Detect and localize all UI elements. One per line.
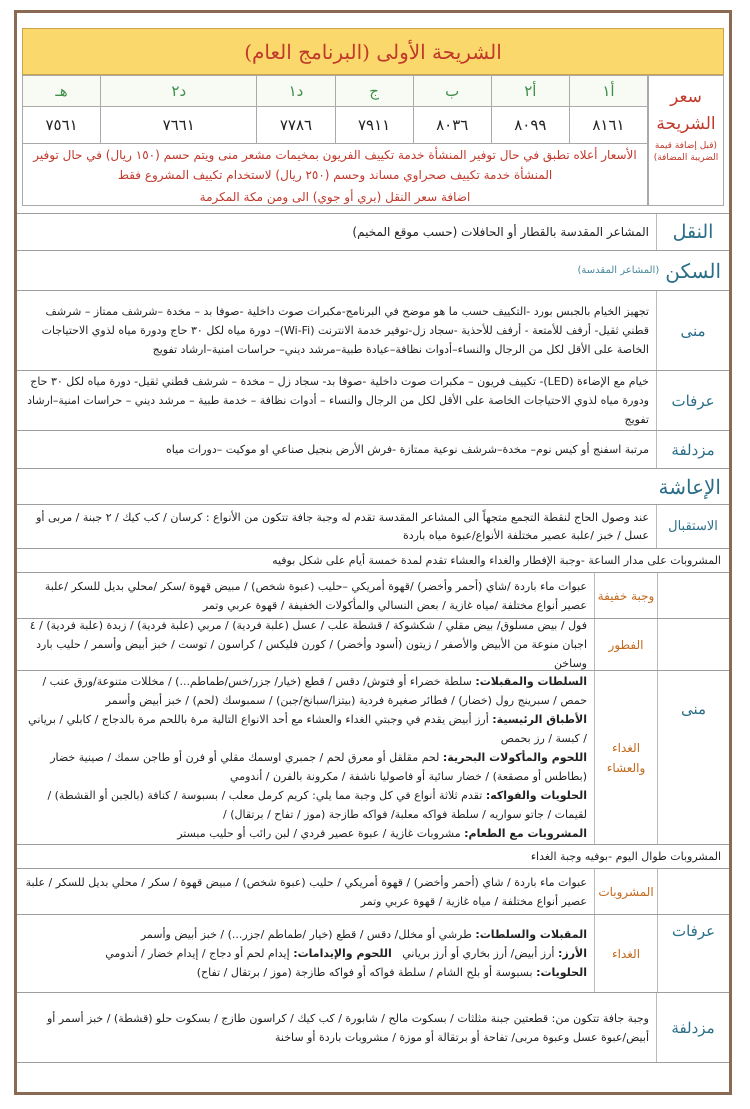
- tier-name: د٢: [101, 76, 257, 107]
- snack-label: وجبة خفيفة: [594, 573, 657, 618]
- page-title: الشريحة الأولى (البرنامج العام): [22, 28, 724, 75]
- lunch-dinner-label: الغداء والعشاء: [594, 671, 657, 844]
- housing-mina-text: تجهيز الخيام بالجبس بورد -التكييف حسب ما هو موضح في البرنامج-مكبرات صوت داخلية -صوفا بد – مخدة –شرشف ممتاز – شرشف قطني ثقيل- أرفف للأمتعة - أرفف للأحذية -سجاد زل-توفير خدمة الانترنت (Wi-Fi)– دورة مياه لكل ٣٠ حاج ودورة مياه لذوي الاحتياجات الخاصة على الأقل لكل من الرجال والنساء–أدوات نظافة–عيادة طبية–مرشد ديني– حراسات امنية–ارشاد تفويج: [41, 305, 649, 356]
- catering-arafat-intro-row: [17, 845, 729, 869]
- tier-price: ٨٠٩٩: [492, 107, 570, 144]
- catering-heading: الإعاشة: [17, 469, 729, 505]
- arafat-drinks-label: المشروبات: [594, 869, 657, 914]
- catering-mina-intro-row: [17, 549, 729, 573]
- housing-heading: السكن (المشاعر المقدسة): [17, 251, 729, 291]
- document-page: [14, 10, 732, 1095]
- arafat-lunch-label: الغداء: [594, 915, 657, 992]
- catering-muzdalifah-label: مزدلفة: [656, 993, 729, 1062]
- tier-price: ٧٥٦١: [23, 107, 101, 144]
- tier-name: هـ: [23, 76, 101, 107]
- catering-muzdalifah-row: [17, 993, 729, 1063]
- breakfast-label: الفطور: [594, 619, 657, 670]
- reception-row: [17, 505, 729, 549]
- reception-text: عند وصول الحاج لنقطة التجمع متجهاً الى المشاعر المقدسة تقدم له وجبة جافة تتكون من الأنواع : كرسان / كب كيك / ٢ جبنة / مربى أو عسل / خبز /علبة عصير مختلفة الأنواع/عبوة مياه باردة: [36, 510, 649, 542]
- transport-row: [17, 213, 729, 251]
- catering-arafat-intro: المشروبات طوال اليوم -بوفيه وجبة الغداء: [530, 850, 721, 863]
- arafat-lunch-text: المقبلات والسلطات: طرشي أو مخلل/ دقس / قطع (خيار /طماطم /جزر...) / خبز أبيض وأسمر الأرز: أرز أبيض/ أرز بخاري أو أرز برياني اللحوم والإيدامات: إيدام لحم أو دجاج / إيدام خضار / أندومي الحلويات: بسبوسة أو بلح الشام / سلطة فواكه أو فواكه طازجة (موز / برتقال / تفاح): [105, 928, 587, 979]
- housing-mina-label: منى: [656, 291, 729, 370]
- housing-muzdalifah-label: مزدلفة: [656, 431, 729, 468]
- transport-text: المشاعر المقدسة بالقطار أو الحافلات (حسب موقع المخيم): [352, 224, 649, 239]
- breakfast-text: فول / بيض مسلوق/ بيض مقلي / شكشوكة / قشطة علب / عسل (علبة فردية) / مربي (علبة فردية) / زبدة (علبة فردية) / ٤ اجبان منوعة من الأبيض والأصفر / زيتون (أسود وأخضر) / كورن فليكس / كراسون / توست / خبز أبيض وأسمر / حليب بارد وساخن: [29, 619, 587, 670]
- arafat-drinks-row: [17, 869, 729, 915]
- lunch-dinner-row: [17, 671, 729, 845]
- housing-arafat-label: عرفات: [656, 371, 729, 430]
- transport-label: النقل: [656, 214, 729, 250]
- tier-name: ج: [336, 76, 414, 107]
- tier-price: ٧٩١١: [336, 107, 414, 144]
- reception-label: الاستقبال: [656, 505, 729, 548]
- catering-mina-intro: المشروبات على مدار الساعة -وجبة الإفطار والغداء والعشاء تقدم لمدة خمسة أيام على شكل بوفيه: [272, 554, 721, 567]
- catering-arafat-label: عرفات: [657, 869, 729, 993]
- catering-muzdalifah-text: وجبة جافة تتكون من: قطعتين جبنة مثلثات / بسكوت مالح / شابورة / كب كيك / كراسون طازج / بسكوت حلو (قشطة) / خبز أسمر أو أبيض/عبوة عسل وعبوة مربى/ تفاحة أو برتقالة أو موزة / مشروبات باردة أو ساخنة: [46, 1011, 649, 1044]
- price-label-cell: سعر الشريحة (قبل إضافة قيمة الضريبة المضافة): [648, 75, 724, 206]
- housing-muzdalifah-row: [17, 431, 729, 469]
- price-notes: الأسعار أعلاه تطبق في حال توفير المنشأة خدمة تكييف الفريون بمخيمات مشعر منى ويتم حسم (١٥٠ ريال) في حال توفير المنشأة خدمة تكييف صحراوي مساند وحسم (٢٥٠ ريال) لاستخدام تكييف المشروع فقط اضافة سعر النقل (بري أو جوي) الى ومن مكة المكرمة: [22, 143, 648, 206]
- arafat-drinks-text: عبوات ماء باردة / شاي (أحمر وأخضر) / قهوة أمريكي / حليب (عبوة شخص) / مبيض قهوة / سكر / محلي بديل للسكر / علبة عصير أنواع مختلفة / مياه غازية / قهوة عربي وتمر: [25, 875, 587, 908]
- tier-price: ٨٠٣٦: [414, 107, 492, 144]
- tier-price: ٧٧٨٦: [257, 107, 335, 144]
- housing-arafat-text: خيام مع الإضاءة (LED)- تكييف فريون – مكبرات صوت داخلية -صوفا بد- سجاد زل – مخدة – شرشف قطني ثقيل- دورة مياه لكل ٣٠ حاج ودورة مياه لذوي الاحتياجات الخاصة على الأقل لكل من الرجال والنساء – أدوات نظافة – خدمة طبية – مرشد ديني – حراسات امنية–ارشاد تفويج: [27, 375, 649, 426]
- tier-price: ٨١٦١: [570, 107, 648, 144]
- catering-mina-label: منى: [657, 573, 729, 845]
- housing-muzdalifah-text: مرتبة اسفنج أو كيس نوم– مخدة–شرشف نوعية ممتازة -فرش الأرض بنجيل صناعي او موكيت –دورات مياه: [166, 443, 649, 456]
- tier-price: ٧٦٦١: [101, 107, 257, 144]
- tier-name: د١: [257, 76, 335, 107]
- tier-name: أ٢: [492, 76, 570, 107]
- tier-name: أ١: [570, 76, 648, 107]
- lunch-dinner-text: السلطات والمقبلات: سلطة خضراء أو فتوش/ دقس / قطع (خيار/ جزر/خس/طماطم...) / مخللات متنوعة/ورق عنب / حمص / سبرينج رول (خضار) / فطائر صغيرة فردية (بيتزا/سبانخ/جبن) / سمبوسك (لحم) / خبز أبيض وأسمر الأطباق الرئيسية: أرز أبيض يقدم في وجبتي الغداء والعشاء مع أحد الانواع التالية مرة باللحم مرة بالدجاج / كابلي / برياني / كبسة / رز بحمص اللحوم والمأكولات البحرية: لحم مقلقل أو معرق لحم / جمبري اوسمك مقلي أو فرن أو طاجن سمك / صينية خضار (بطاطس أو مصقعة) / خضار سائية أو فاصوليا ناشفة / مكرونة بالفرن / أندومي الحلويات والفواكه: تقدم ثلاثة أنواع في كل وجبة مما يلي: كريم كرمل معلب / بسبوسة / كنافة (بالجبن أو القشطة) / لقيمات / جاتو سواريه / سلطة فواكه معلبة/ فواكه طازجة (موز / تفاح / برتقال) / المشروبات مع الطعام: مشروبات غازية / عبوة عصير فردي / لبن رائب أو حليب مبستر: [28, 675, 587, 840]
- tier-price-table: [22, 75, 648, 143]
- tier-name: ب: [414, 76, 492, 107]
- snack-row: [17, 573, 729, 619]
- arafat-lunch-row: [17, 915, 729, 993]
- housing-mina-row: [17, 291, 729, 371]
- snack-text: عبوات ماء باردة /شاي (أحمر وأخضر) /قهوة أمريكي –حليب (عبوة شخص) / مبيض قهوة /سكر /محلي بديل للسكر /علبة عصير أنواع مختلفة /مياه غازية / بعض النسالي والمأكولات الخفيفة / قهوة عربي وتمر: [44, 579, 587, 612]
- breakfast-row: [17, 619, 729, 671]
- housing-arafat-row: [17, 371, 729, 431]
